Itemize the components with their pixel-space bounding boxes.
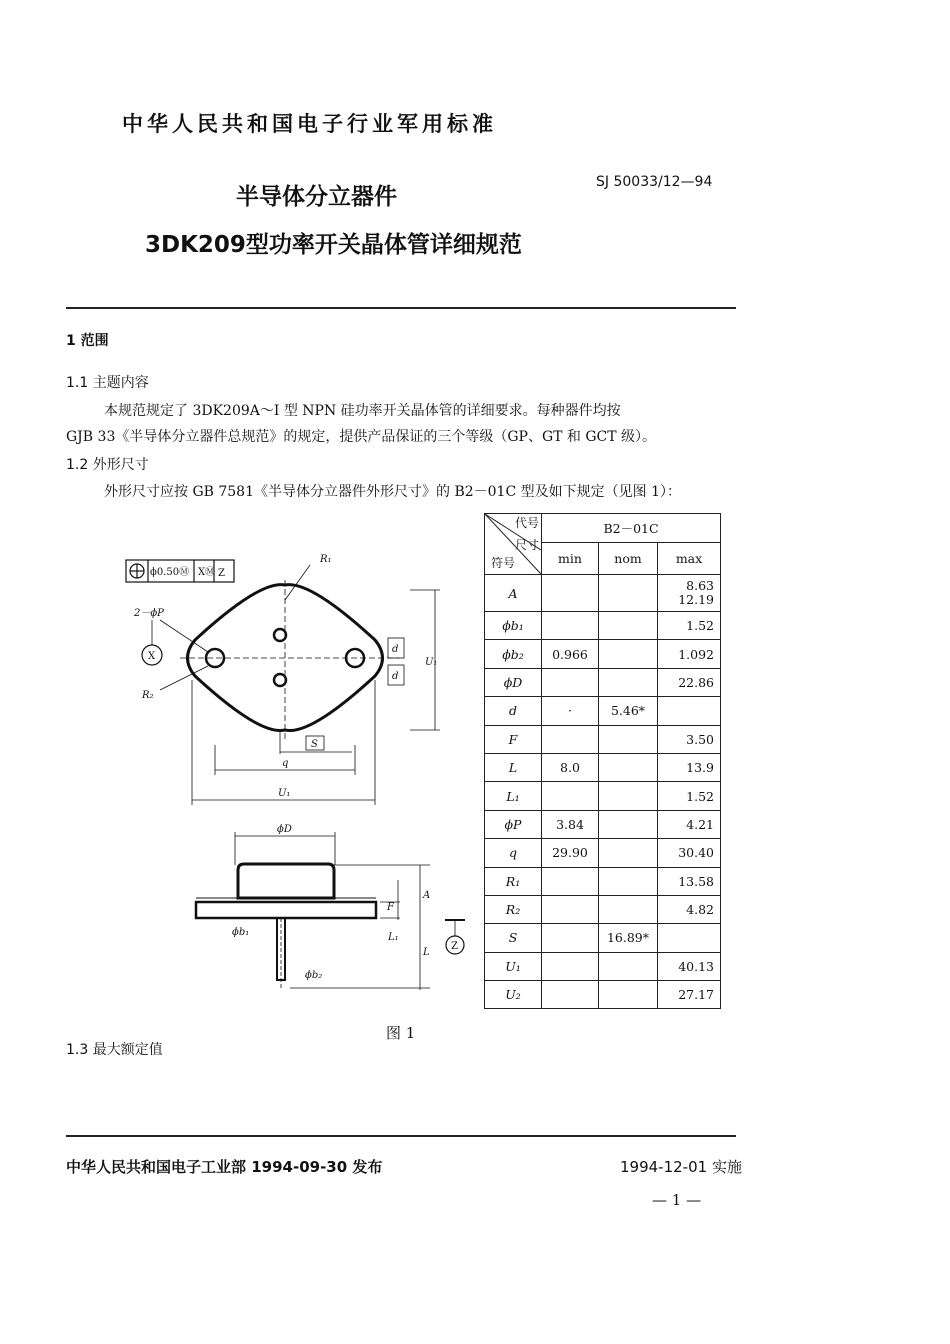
cell-nom: [599, 575, 658, 612]
cell-symbol: U₂: [485, 981, 542, 1009]
fig-label-u1-side: U₁: [425, 657, 438, 668]
cell-max-value: 8.63: [686, 578, 714, 593]
page-number: — 1 —: [652, 1191, 702, 1209]
cell-symbol: U₁: [485, 952, 542, 980]
fig-label-m-frame: Ⓜ: [205, 567, 215, 578]
cell-min: [542, 867, 599, 895]
header-rule: [66, 307, 736, 309]
doc-title-line1: 半导体分立器件: [236, 184, 397, 210]
cell-max: [658, 612, 721, 640]
cell-max-value: 13.58: [678, 873, 714, 889]
cell-max-value-2: 12.19: [678, 592, 714, 607]
cell-max-value: 4.21: [686, 816, 714, 832]
fig-label-a: A: [423, 890, 431, 901]
cell-nom: [599, 725, 658, 753]
table-row: [485, 782, 721, 810]
table-row: [485, 981, 721, 1009]
table-row: [485, 640, 721, 668]
cell-min: [542, 924, 599, 952]
cell-nom: [599, 753, 658, 781]
cell-symbol: ϕb₁: [485, 612, 542, 640]
cell-max-value: 1.52: [686, 788, 714, 804]
cell-min: 0.966: [542, 640, 599, 668]
fig-tolerance-label: ϕ0.50Ⓜ: [150, 567, 190, 578]
cell-nom: [599, 867, 658, 895]
cell-nom: 16.89*: [599, 924, 658, 952]
cell-min: [542, 782, 599, 810]
cell-max: [658, 867, 721, 895]
cell-nom: [599, 952, 658, 980]
cell-min: ·: [542, 697, 599, 725]
cell-max: [658, 952, 721, 980]
table-row: [485, 867, 721, 895]
cell-max: [658, 924, 721, 952]
fig-label-r1: R₁: [320, 554, 332, 565]
fig-label-r2: R₂: [142, 690, 154, 701]
fig-label-d: d: [392, 644, 399, 655]
cell-max: [658, 575, 721, 612]
table-row: [485, 753, 721, 781]
footer-rule: [66, 1135, 736, 1137]
cell-nom: [599, 640, 658, 668]
fig-label-d2: d: [392, 671, 399, 682]
cell-max-value: 40.13: [678, 958, 714, 974]
section-1-1-text-a: 本规范规定了 3DK209A～I 型 NPN 硅功率开关晶体管的详细要求。每种器件均按: [104, 403, 621, 419]
cell-symbol: ϕb₂: [485, 640, 542, 668]
cell-max-value: 22.86: [678, 674, 714, 690]
section-1-1-heading: 1.1 主题内容: [66, 375, 149, 391]
fig-label-2p: 2－ϕP: [134, 608, 164, 619]
cell-max: [658, 725, 721, 753]
cell-min: [542, 575, 599, 612]
table-row: [485, 668, 721, 696]
cell-max-value: 1.52: [686, 618, 714, 634]
doc-title-line2: 3DK209型功率开关晶体管详细规范: [145, 232, 522, 258]
cell-symbol: L: [485, 753, 542, 781]
cell-symbol: R₂: [485, 895, 542, 923]
table-row: [485, 697, 721, 725]
cell-symbol: A: [485, 575, 542, 612]
cell-min: 3.84: [542, 810, 599, 838]
cell-symbol: ϕP: [485, 810, 542, 838]
cell-min: [542, 612, 599, 640]
dimension-table: [484, 513, 721, 1009]
cell-nom: [599, 612, 658, 640]
header-min: min: [542, 543, 599, 575]
cell-nom: 5.46*: [599, 697, 658, 725]
table-row: [485, 952, 721, 980]
cell-max-value: 3.50: [686, 731, 714, 747]
cell-max-value: 30.40: [678, 845, 714, 861]
cell-max: [658, 753, 721, 781]
fig-label-z: Z: [451, 941, 458, 952]
cell-min: 8.0: [542, 753, 599, 781]
cell-min: [542, 952, 599, 980]
fig-label-x: X: [148, 651, 156, 662]
fig-label-l: L: [423, 947, 430, 958]
cell-max: [658, 668, 721, 696]
cell-symbol: R₁: [485, 867, 542, 895]
fig-label-x-frame: X: [198, 567, 206, 578]
cell-min: 29.90: [542, 839, 599, 867]
cell-min: [542, 725, 599, 753]
header-max: max: [658, 543, 721, 575]
cell-max-value: 1.092: [678, 646, 714, 662]
fig-label-u1: U₁: [278, 788, 291, 799]
cell-max: [658, 640, 721, 668]
table-row: [485, 810, 721, 838]
cell-max: [658, 839, 721, 867]
fig-label-f: F: [387, 902, 394, 913]
cell-symbol: F: [485, 725, 542, 753]
table-row: [485, 839, 721, 867]
fig-label-s: S: [311, 739, 318, 750]
cell-nom: [599, 895, 658, 923]
section-1-2-text: 外形尺寸应按 GB 7581《半导体分立器件外形尺寸》的 B2－01C 型及如下规定（见图 1）：: [104, 484, 681, 500]
header-symbol-label: 符号: [491, 556, 516, 570]
cell-symbol: L₁: [485, 782, 542, 810]
fig-label-b2: ϕb₂: [305, 970, 323, 981]
fig-label-b1: ϕb₁: [232, 927, 250, 938]
cell-nom: [599, 782, 658, 810]
issue-statement: 中华人民共和国电子工业部 1994-09-30 发布: [66, 1158, 383, 1176]
cell-max-value: 13.9: [686, 760, 714, 776]
table-diagonal-header: [485, 514, 542, 575]
header-package-code: B2－01C: [542, 514, 721, 543]
cell-nom: [599, 668, 658, 696]
header-size-label: 尺寸: [514, 538, 539, 552]
standard-body-title: 中华人民共和国电子行业军用标准: [122, 112, 497, 136]
table-row: [485, 725, 721, 753]
section-1-heading: 1 范围: [66, 333, 109, 349]
fig-label-z-frame: Z: [218, 568, 225, 579]
cell-max-value: 27.17: [678, 987, 714, 1003]
cell-nom: [599, 839, 658, 867]
header-nom: nom: [599, 543, 658, 575]
cell-max: [658, 697, 721, 725]
fig-label-q: q: [282, 758, 289, 769]
cell-symbol: ϕD: [485, 668, 542, 696]
section-1-3-heading: 1.3 最大额定值: [66, 1042, 163, 1058]
fig-label-l1: L₁: [388, 932, 399, 943]
cell-max-value: 4.82: [686, 902, 714, 918]
cell-max: [658, 810, 721, 838]
header-code-label: 代号: [514, 516, 539, 530]
table-row: [485, 612, 721, 640]
cell-max: [658, 981, 721, 1009]
cell-max: [658, 782, 721, 810]
cell-nom: [599, 810, 658, 838]
fig-label-phid: ϕD: [277, 824, 292, 835]
cell-symbol: q: [485, 839, 542, 867]
cell-nom: [599, 981, 658, 1009]
cell-min: [542, 895, 599, 923]
cell-max: [658, 895, 721, 923]
table-row: [485, 895, 721, 923]
cell-min: [542, 668, 599, 696]
table-row: [485, 924, 721, 952]
table-row: [485, 575, 721, 612]
cell-symbol: S: [485, 924, 542, 952]
standard-number: SJ 50033/12—94: [596, 174, 713, 190]
outline-drawing: [120, 540, 480, 1000]
section-1-1-text-b: GJB 33《半导体分立器件总规范》的规定，提供产品保证的三个等级（GP、GT 和 GCT 级）。: [66, 429, 657, 445]
cell-min: [542, 981, 599, 1009]
cell-symbol: d: [485, 697, 542, 725]
effective-date: 1994-12-01 实施: [620, 1158, 742, 1176]
section-1-2-heading: 1.2 外形尺寸: [66, 457, 149, 473]
figure-caption: 图 1: [386, 1024, 416, 1042]
